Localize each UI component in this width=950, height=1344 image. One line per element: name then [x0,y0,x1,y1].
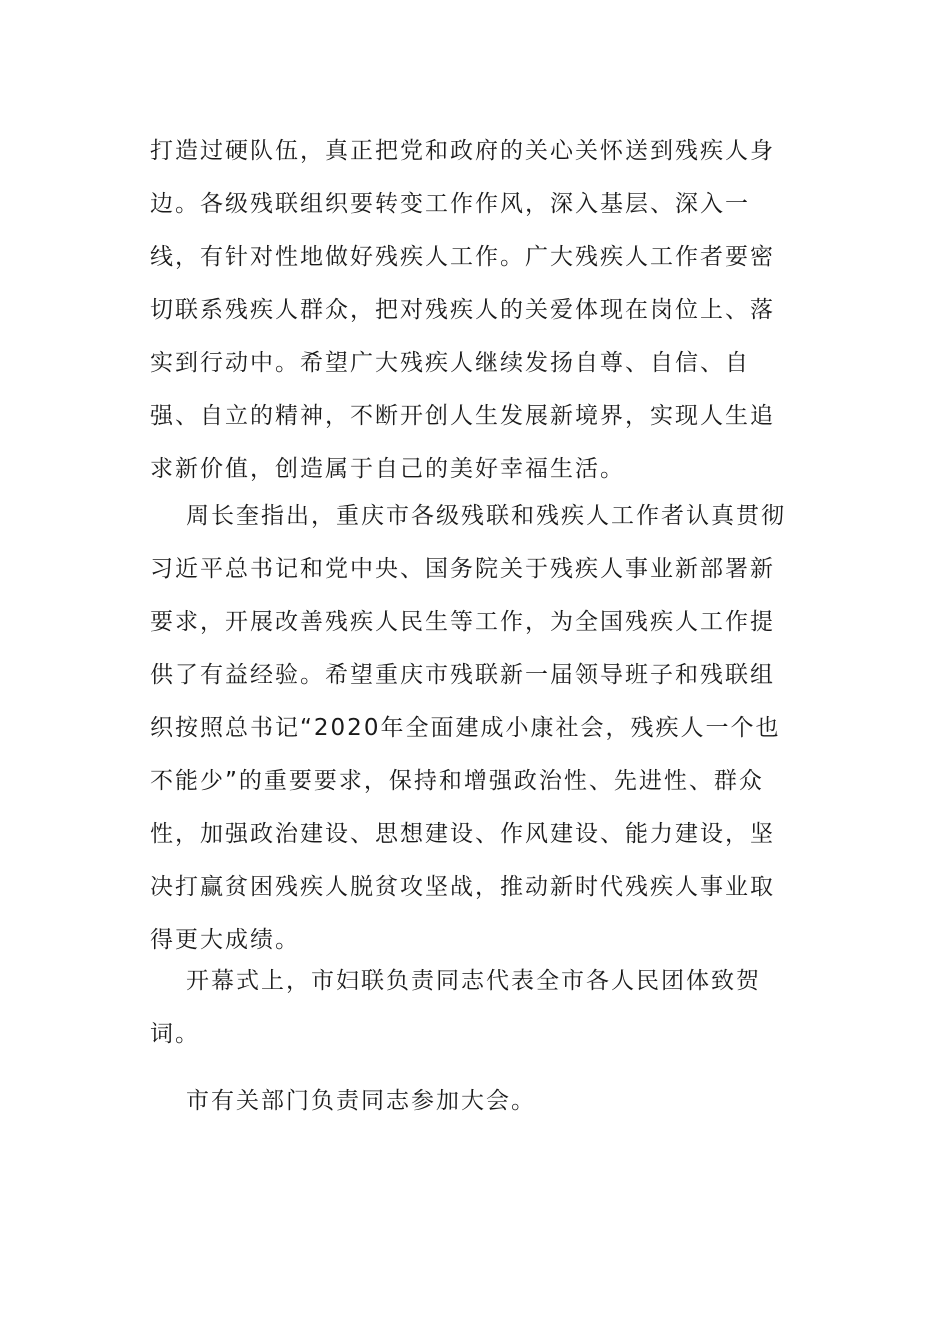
text-line: 实到行动中。希望广大残疾人继续发扬自尊、自信、自 [150,350,750,376]
text-line: 供了有益经验。希望重庆市残联新一届领导班子和残联组 [150,662,775,688]
text-line: 织按照总书记“2020年全面建成小康社会，残疾人一个也 [150,715,781,741]
text-line: 强、自立的精神，不断开创人生发展新境界，实现人生追 [150,403,775,429]
text-line: 线，有针对性地做好残疾人工作。广大残疾人工作者要密 [150,244,775,270]
paragraph-zhou-changkui-remarks [150,490,790,967]
text-line: 边。各级残联组织要转变工作作风，深入基层、深入一 [150,191,750,217]
text-line: 决打赢贫困残疾人脱贫攻坚战，推动新时代残疾人事业取 [150,874,775,900]
text-line: 不能少”的重要要求，保持和增强政治性、先进性、群众 [150,768,764,794]
text-line: 开幕式上，市妇联负责同志代表全市各人民团体致贺 [186,968,761,994]
text-line: 求新价值，创造属于自己的美好幸福生活。 [150,456,625,482]
text-line: 周长奎指出，重庆市各级残联和残疾人工作者认真贯彻 [186,503,786,529]
text-line: 要求，开展改善残疾人民生等工作，为全国残疾人工作提 [150,609,775,635]
text-line: 性，加强政治建设、思想建设、作风建设、能力建设，坚 [150,821,775,847]
text-line: 切联系残疾人群众，把对残疾人的关爱体现在岗位上、落 [150,297,775,323]
text-line: 市有关部门负责同志参加大会。 [186,1088,536,1114]
paragraph-attendance [150,1075,790,1128]
text-line: 得更大成绩。 [150,927,300,953]
text-line: 打造过硬队伍，真正把党和政府的关心关怀送到残疾人身 [150,138,775,164]
paragraph-closing-remarks [150,125,790,496]
text-line: 词。 [150,1021,200,1047]
paragraph-opening-congratulations [150,955,790,1061]
text-line: 习近平总书记和党中央、国务院关于残疾人事业新部署新 [150,556,775,582]
